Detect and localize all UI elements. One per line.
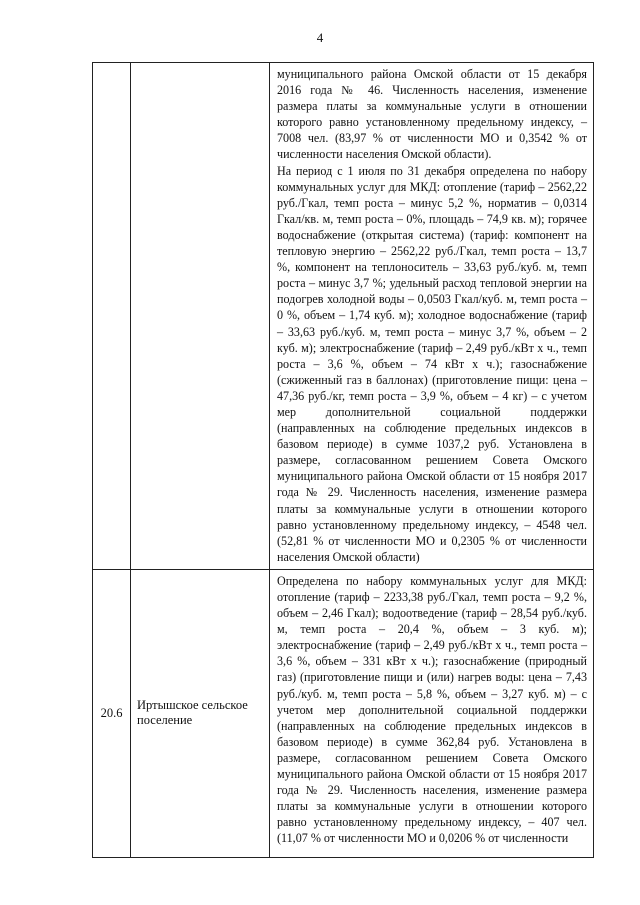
- settlement-name-cell: Иртышское сельское поселение: [131, 569, 270, 857]
- description-cell: [270, 63, 594, 570]
- settlement-name-cell: [131, 63, 270, 570]
- page-number: 4: [316, 30, 324, 45]
- tariff-table: [92, 62, 594, 858]
- row-number-cell: [93, 63, 131, 570]
- table-row: [93, 63, 594, 570]
- table-row: [93, 569, 594, 857]
- description-paragraph: На период с 1 июля по 31 декабря определена по набору коммунальных услуг для МКД: отопление (тариф – 2562,22 руб./Гкал, темп роста – минус 5,2 %, норматив – 0,0314 Гкал/кв. м, темп роста – 0%, площадь – 74,9 кв. м); горячее водоснабжение (открытая система) (тариф: компонент на тепловую энергию – 2562,22 руб./Гкал, темп роста – 13,7 %, компонент на теплоноситель – 33,63 руб./куб. м, темп роста – минус 3,7 %; удельный расход тепловой энергии на подогрев холодной воды – 0,0503 Гкал/куб. м, темп роста – 0 %, объем – 1,74 куб. м); холодное водоснабжение (тариф – 33,63 руб./куб. м, темп роста – минус 3,7 %, объем – 2 куб. м); электроснабжение (тариф – 2,49 руб./кВт х ч., темп роста – 3,6 %, объем – 74 кВт х ч.); газоснабжение (сжиженный газ в баллонах) (приготовление пищи: цена – 47,36 руб./кг, темп роста – 3,9 %, объем – 4 кг) – с учетом мер дополнительной социальной поддержки (направленных на соблюдение предельных индексов в базовом периоде) в сумме 1037,2 руб. Установлена в размере, согласованном решением Совета Омского муниципального района Омской области от 15 ноября 2017 года № 29. Численность населения, изменение размера платы за коммунальные услуги в отношении которого равно установленному предельному индексу, – 4548 чел. (52,81 % от численности МО и 0,2305 % от численности населения Омской области): [277, 163, 587, 564]
- row-number-cell: 20.6: [93, 569, 131, 857]
- description-cell: [270, 569, 594, 857]
- description-paragraph: муниципального района Омской области от 15 декабря 2016 года № 46. Численность населения, изменение размера платы за коммунальные услуги в отношении которого равно установленному предельному индексу, – 7008 чел. (83,97 % от численности МО и 0,3542 % от численности населения Омской области).: [277, 67, 587, 162]
- description-paragraph: Определена по набору коммунальных услуг для МКД: отопление (тариф – 2233,38 руб./Гкал, темп роста – 9,2 %, объем – 2,46 Гкал); водоотведение (тариф – 28,54 руб./куб. м, темп роста – 20,4 %, объем – 3 куб. м); электроснабжение (тариф – 2,49 руб./кВт х ч., темп роста – 3,6 %, объем – 331 кВт х ч.); газоснабжение (природный газ) (приготовление пищи и (или) нагрев воды: цена – 7,43 руб./куб. м, темп роста – 5,8 %, объем – 3,27 куб. м) – с учетом мер дополнительной социальной поддержки (направленных на соблюдение предельных индексов в базовом периоде) в сумме 362,84 руб. Установлена в размере, согласованном решением Совета Омского муниципального района Омской области от 15 ноября 2017 года № 29. Численность населения, изменение размера платы за коммунальные услуги в отношении которого равно установленному предельному индексу, – 407 чел. (11,07 % от численности МО и 0,0206 % от численности: [277, 573, 587, 846]
